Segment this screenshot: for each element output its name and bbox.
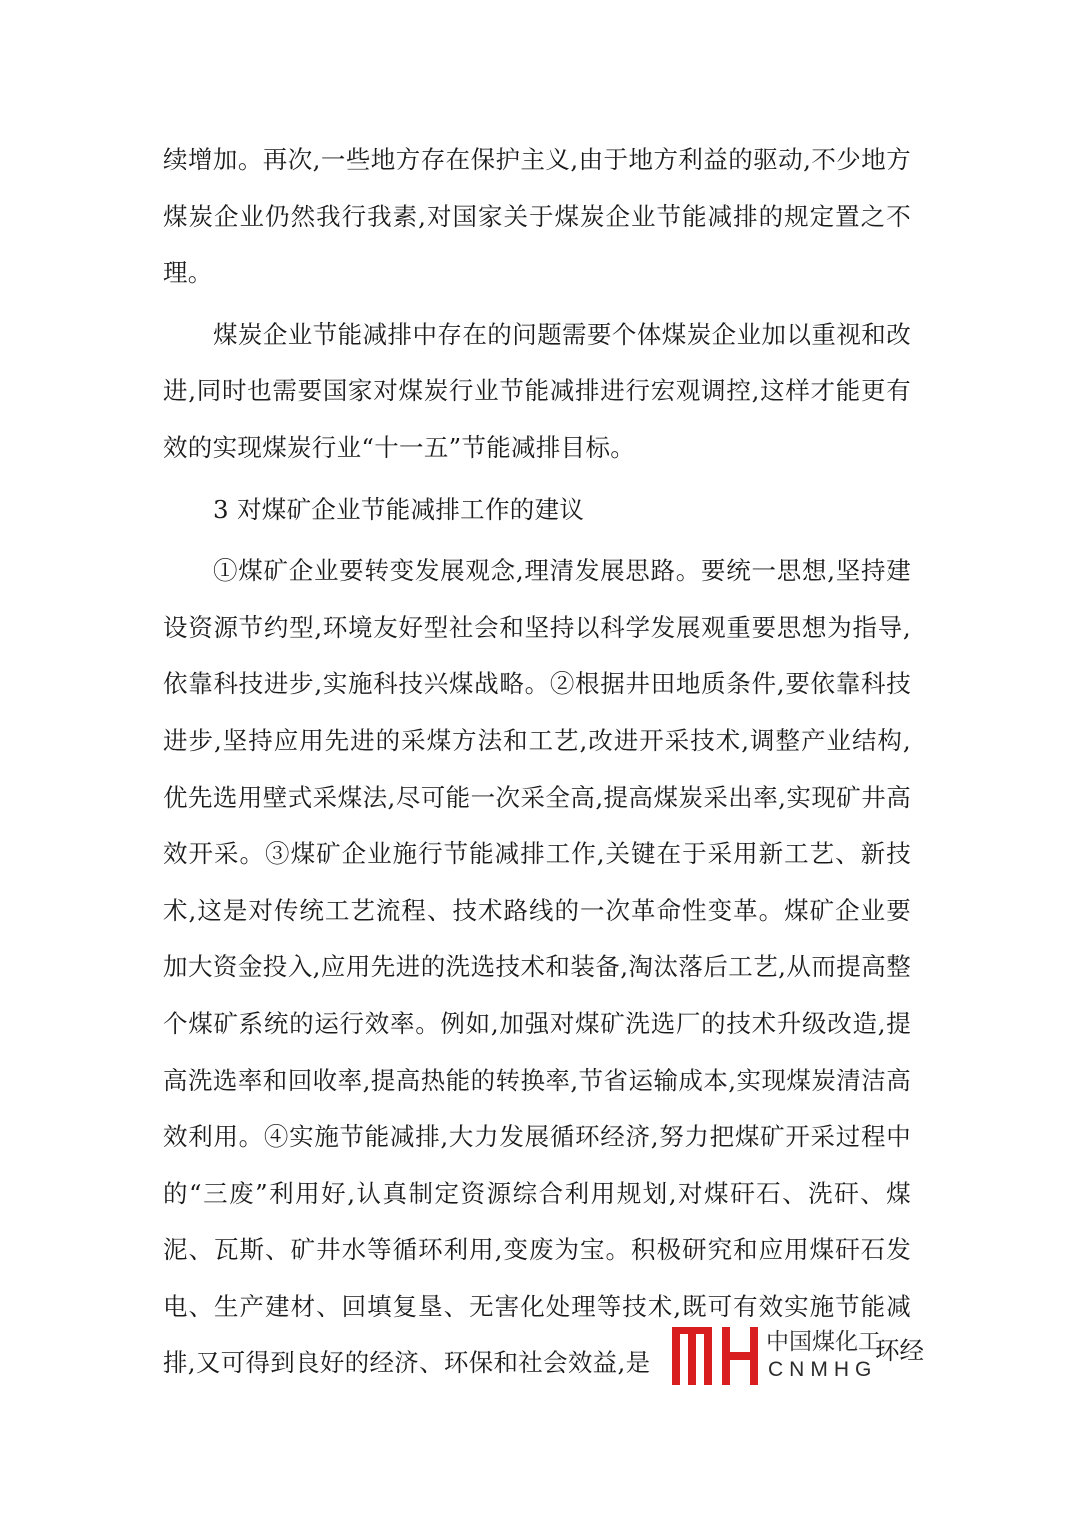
paragraph-recommendations: ①煤矿企业要转变发展观念,理清发展思路。要统一思想,坚持建设资源节约型,环境友好型社会和坚持以科学发展观重要思想为指导,依靠科技进步,实施科技兴煤战略。②根据井田地质条件,要依靠科技进步,坚持应用先进的采煤方法和工艺,改进开采技术,调整产业结构,优先选用壁式采煤法,尽可能一次采全高,提高煤炭采出率,实现矿井高效开采。③煤矿企业施行节能减排工作,关键在于采用新工艺、新技术,这是对传统工艺流程、技术路线的一次革命性变革。煤矿企业要加大资金投入,应用先进的洗选技术和装备,淘汰落后工艺,从而提高整个煤矿系统的运行效率。例如,加强对煤矿洗选厂的技术升级改造,提高洗选率和回收率,提高热能的转换率,节省运输成本,实现煤炭清洁高效利用。④实施节能减排,大力发展循环经济,努力把煤矿开采过程中的“三废”利用好,认真制定资源综合利用规划,对煤矸石、洗矸、煤泥、瓦斯、矿井水等循环利用,变废为宝。积极研究和应用煤矸石发电、生产建材、回填复垦、无害化处理等技术,既可有效实施节能减排,又可得到良好的经济、环保和社会效益,是 bbox=[163, 556, 911, 1378]
watermark-logo bbox=[668, 1325, 924, 1387]
text-fragment-behind-watermark: 环经 bbox=[875, 1336, 924, 1365]
document-body bbox=[163, 132, 911, 1397]
paragraph-continuation: 续增加。再次,一些地方存在保护主义,由于地方利益的驱动,不少地方煤炭企业仍然我行我素,对国家关于煤炭企业节能减排的规定置之不理。 bbox=[163, 145, 911, 288]
paragraph-summary: 煤炭企业节能减排中存在的问题需要个体煤炭企业加以重视和改进,同时也需要国家对煤炭行业节能减排进行宏观调控,这样才能更有效的实现煤炭行业“十一五”节能减排目标。 bbox=[163, 319, 911, 462]
section-heading: 3 对煤矿企业节能减排工作的建议 bbox=[213, 494, 585, 524]
cnmhg-logo-mark-icon bbox=[668, 1325, 762, 1387]
watermark-chinese-text: 中国煤化工 bbox=[766, 1329, 881, 1355]
watermark-english-text: CNMHG bbox=[768, 1358, 878, 1381]
